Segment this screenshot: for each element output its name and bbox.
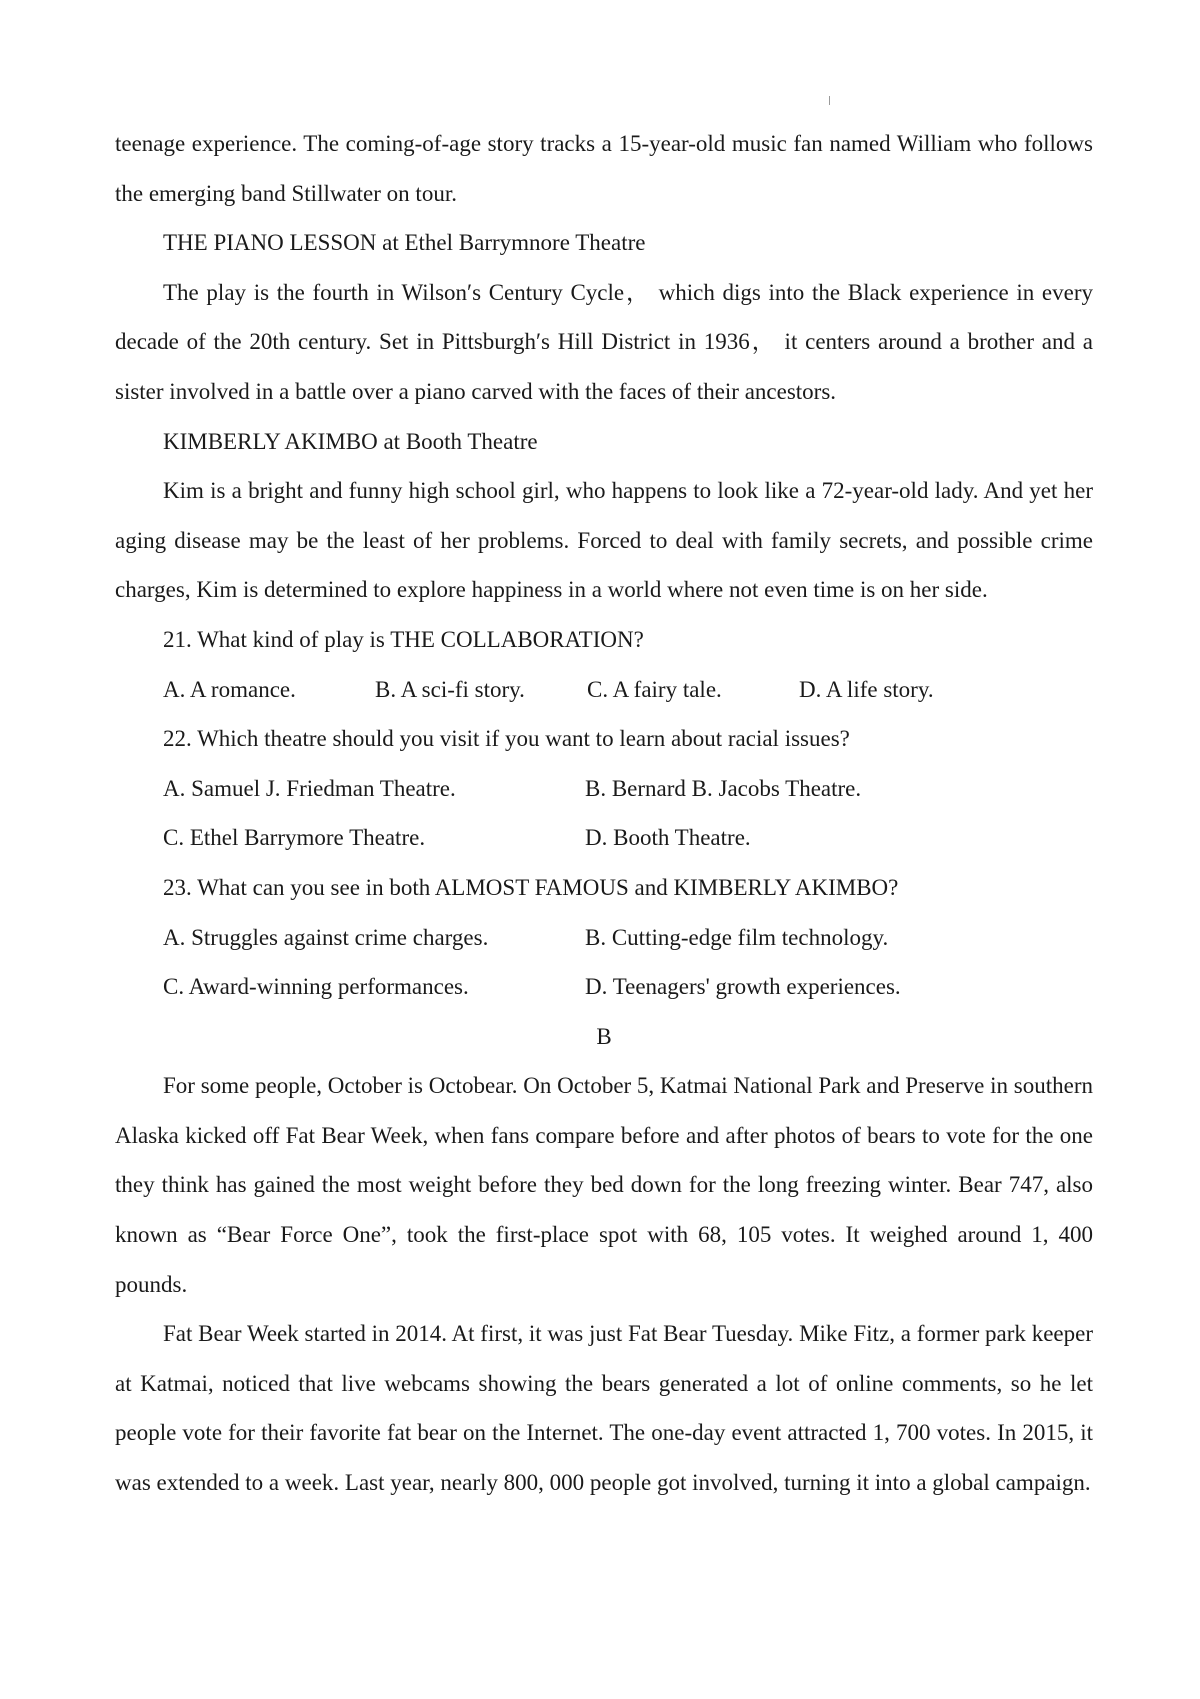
question-22-option-a: A. Samuel J. Friedman Theatre. [163, 775, 456, 801]
section-b-paragraph-2: Fat Bear Week started in 2014. At first, it was just Fat Bear Tuesday. Mike Fitz, a former park keeper at Katmai, noticed that live webcams showing the bears generated a lot of online comments, so he let people vote for their favorite fat bear on the Internet. The one-day event attracted 1, 700 votes. In 2015, it was extended to a week. Last year, nearly 800, 000 people got involved, turning it into a global campaign. [115, 1321, 1093, 1496]
question-23-options-cd [115, 962, 1093, 1012]
play-heading-kimberly-akimbo: KIMBERLY AKIMBO at Booth Theatre [163, 428, 538, 454]
question-22-options-ab [115, 764, 1093, 814]
question-21-option-c: C. A fairy tale. [587, 676, 722, 702]
question-23-stem: 23. What can you see in both ALMOST FAMOUS and KIMBERLY AKIMBO? [163, 874, 899, 900]
page-mark [829, 96, 830, 105]
question-23-option-c: C. Award-winning performances. [163, 974, 469, 1000]
question-23-option-d: D. Teenagers' growth experiences. [585, 974, 901, 1000]
question-23-option-b: B. Cutting-edge film technology. [585, 924, 889, 950]
question-21-option-d: D. A life story. [799, 676, 934, 702]
passage-content [115, 119, 1093, 1508]
section-b-heading: B [596, 1023, 612, 1049]
play-description-piano-lesson: The play is the fourth in Wilson′s Century Cycle， which digs into the Black experience in every decade of the 20th century. Set in Pittsburgh′s Hill District in 1936， it centers around a brother and a sister involved in a battle over a piano carved with the faces of their ancestors. [115, 279, 1093, 404]
question-21-stem: 21. What kind of play is THE COLLABORATION? [163, 626, 644, 652]
question-21-option-b: B. A sci-fi story. [375, 676, 525, 702]
question-22-stem: 22. Which theatre should you visit if you want to learn about racial issues? [163, 726, 850, 752]
question-22-option-b: B. Bernard B. Jacobs Theatre. [585, 775, 862, 801]
question-22-option-d: D. Booth Theatre. [585, 825, 751, 851]
question-21-options [115, 665, 1093, 715]
play-description-kimberly-akimbo: Kim is a bright and funny high school girl, who happens to look like a 72-year-old lady. And yet her aging disease may be the least of her problems. Forced to deal with family secrets, and possible crime charges, Kim is determined to explore happiness in a world where not even time is on her side. [115, 478, 1093, 603]
play-heading-piano-lesson: THE PIANO LESSON at Ethel Barrymnore Theatre [163, 230, 646, 256]
section-b-paragraph-1: For some people, October is Octobear. On October 5, Katmai National Park and Preserve in southern Alaska kicked off Fat Bear Week, when fans compare before and after photos of bears to vote for the one they think has gained the most weight before they bed down for the long freezing winter. Bear 747, also known as “Bear Force One”, took the first-place spot with 68, 105 votes. It weighed around 1, 400 pounds. [115, 1073, 1093, 1297]
question-23-options-ab [115, 913, 1093, 963]
question-22-options-cd [115, 813, 1093, 863]
continued-paragraph: teenage experience. The coming-of-age story tracks a 15-year-old music fan named William who follows the emerging band Stillwater on tour. [115, 131, 1093, 206]
question-21-option-a: A. A romance. [163, 676, 296, 702]
question-22-option-c: C. Ethel Barrymore Theatre. [163, 825, 426, 851]
question-23-option-a: A. Struggles against crime charges. [163, 924, 489, 950]
